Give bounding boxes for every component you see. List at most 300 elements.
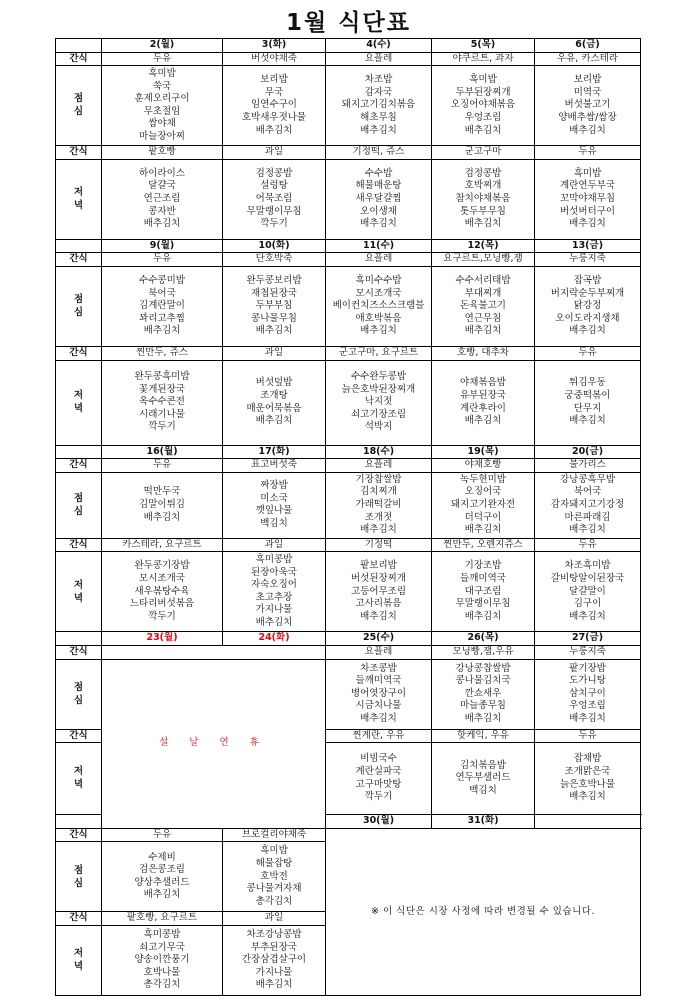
menu-item: 배추김치 [360, 712, 397, 724]
menu-item: 강낭콩흑무밥 [559, 473, 616, 485]
menu-item: 콩나물무침 [251, 312, 297, 324]
menu-item: 달걀국 [148, 180, 176, 192]
lunch-cell [535, 472, 641, 538]
snack-cell: 찐계란, 우유 [326, 729, 432, 743]
menu-item: 우엉조림 [464, 111, 502, 123]
date-row [56, 239, 641, 253]
menu-item: 미소국 [260, 492, 288, 504]
menu-item: 깻잎나물 [255, 505, 293, 517]
snack-cell: 누룽지죽 [535, 253, 641, 267]
meal-label-dinner [56, 925, 102, 995]
menu-item: 배추김치 [464, 415, 502, 427]
lunch-row [56, 66, 641, 146]
dinner-cell [432, 159, 535, 239]
lunch-cell [223, 472, 326, 538]
snack-cell: 두유 [102, 253, 223, 267]
snack-cell: 두유 [102, 459, 223, 473]
snack-cell: 표고버섯죽 [223, 459, 326, 473]
menu-item: 호박새우젓나물 [241, 111, 307, 123]
lunch-cell [102, 266, 223, 346]
menu-item: 오징어야채볶음 [450, 99, 516, 111]
snack-cell: 찐만두, 오렌지쥬스 [432, 538, 535, 552]
menu-item: 짜장밥 [260, 480, 288, 492]
menu-item: 배추김치 [143, 511, 181, 523]
snack-cell: 군고구마, 요구르트 [326, 346, 432, 360]
meal-label-text: 저녁 [73, 579, 84, 604]
snack-row [56, 538, 641, 552]
menu-item: 버지락순두부찌개 [550, 287, 625, 299]
menu-item: 총각김치 [255, 895, 293, 907]
menu-item: 꽈리고추찜 [139, 312, 185, 324]
menu-item: 검은콩조림 [139, 864, 185, 876]
menu-item: 배추김치 [255, 415, 293, 427]
menu-item: 쇠고기무국 [139, 941, 185, 953]
menu-item: 감자돼지고기강정 [550, 498, 625, 510]
menu-item: 호박찌개 [464, 180, 502, 192]
dinner-cell [535, 159, 641, 239]
date-cell: 26(목) [432, 632, 535, 646]
meal-label-text: 점심 [73, 294, 84, 319]
meal-label-snack: 간식 [56, 828, 102, 842]
snack-cell: 요플레 [326, 645, 432, 659]
menu-item: 김계란말이 [139, 300, 185, 312]
menu-item: 수수콩미밥 [139, 274, 185, 286]
dinner-cell [102, 925, 223, 995]
snack-cell: 단호박죽 [223, 253, 326, 267]
menu-item: 대구조림 [464, 585, 502, 597]
dinner-cell [223, 925, 326, 995]
meal-label-snack: 간식 [56, 52, 102, 66]
snack-cell: 과일 [223, 912, 326, 926]
menu-item: 갈비탕알이된장국 [550, 572, 625, 584]
menu-item: 돼지고기김치볶음 [341, 99, 416, 111]
lunch-row [56, 659, 641, 729]
menu-item: 완두콩흑미밥 [134, 371, 190, 383]
menu-item: 마늘종무침 [460, 700, 506, 712]
menu-item: 배추김치 [360, 610, 397, 622]
lunch-cell [102, 842, 223, 912]
snack-row [56, 146, 641, 160]
menu-item: 석박지 [364, 421, 393, 433]
menu-item: 흑미수수밥 [355, 274, 402, 286]
dinner-cell [432, 360, 535, 445]
menu-item: 야채볶음밥 [460, 377, 506, 389]
lunch-cell [432, 659, 535, 729]
menu-item: 배추김치 [569, 218, 606, 230]
date-cell: 17(화) [223, 445, 326, 459]
date-cell: 18(수) [326, 445, 432, 459]
snack-cell: 두유 [535, 538, 641, 552]
lunch-cell [326, 472, 432, 538]
menu-item: 비빔국수 [360, 753, 397, 765]
meal-label-text: 저녁 [73, 766, 84, 791]
dinner-cell [432, 552, 535, 632]
date-cell: 13(금) [535, 239, 641, 253]
date-cell: 3(화) [223, 39, 326, 53]
page-title: 1월 식단표 [286, 10, 411, 36]
snack-cell: 모닝빵,잼,우유 [432, 645, 535, 659]
menu-item: 버섯덮밥 [255, 377, 293, 389]
menu-item: 모시조개국 [355, 287, 402, 299]
snack-cell: 누룽지죽 [535, 645, 641, 659]
menu-item: 무국 [264, 86, 284, 98]
date-cell: 4(수) [326, 39, 432, 53]
menu-item: 팥보리밥 [360, 560, 397, 572]
meal-label-snack: 간식 [56, 538, 102, 552]
date-cell: 20(금) [535, 445, 641, 459]
snack-cell: 요플레 [326, 459, 432, 473]
menu-item: 흑미콩밥 [255, 554, 293, 566]
snack-cell: 두유 [535, 729, 641, 743]
menu-item: 깐쇼새우 [464, 687, 502, 699]
menu-item: 가지나물 [255, 604, 293, 616]
snack-cell: 우유, 카스테라 [535, 52, 641, 66]
snack-cell: 군고구마 [432, 146, 535, 160]
dinner-row [56, 159, 641, 239]
menu-item: 버섯불고기 [564, 99, 611, 111]
lunch-cell [223, 842, 326, 912]
menu-item: 배추김치 [255, 124, 293, 136]
menu-item: 무초절임 [143, 105, 181, 117]
snack-cell: 팥호빵 [102, 146, 223, 160]
menu-item: 북어국 [148, 287, 176, 299]
date-row [56, 445, 641, 459]
menu-item: 배추김치 [255, 325, 293, 337]
menu-item: 된장아욱국 [251, 566, 297, 578]
holiday-cell: 설 날 연 휴 [102, 659, 326, 828]
menu-item: 깍두기 [148, 421, 176, 433]
date-row-corner [56, 632, 102, 646]
snack-cell: 요구르트,모닝빵,잼 [432, 253, 535, 267]
meal-label-lunch [56, 842, 102, 912]
menu-item: 배추김치 [464, 218, 502, 230]
menu-item: 옥수수콘전 [139, 396, 185, 408]
menu-item: 애호박볶음 [355, 312, 402, 324]
date-cell: 16(월) [102, 445, 223, 459]
meal-label-snack: 간식 [56, 459, 102, 473]
meal-label-text: 저녁 [73, 390, 84, 415]
menu-item: 마른파래김 [564, 511, 611, 523]
meal-label-text: 점심 [73, 492, 84, 517]
menu-item: 백김치 [469, 784, 497, 796]
meal-label-snack: 간식 [56, 253, 102, 267]
date-row-corner [56, 815, 102, 829]
meal-label-dinner [56, 743, 102, 815]
menu-item: 시래기나물 [139, 408, 185, 420]
menu-item: 조개탕 [260, 389, 288, 401]
snack-cell: 찐만두, 쥬스 [102, 346, 223, 360]
menu-item: 흑미밥 [148, 67, 176, 79]
snack-row [56, 346, 641, 360]
menu-item: 북어국 [573, 486, 602, 498]
menu-item: 오징어국 [464, 486, 502, 498]
dinner-cell [326, 743, 432, 815]
snack-row [56, 459, 641, 473]
menu-item: 배추김치 [464, 610, 502, 622]
date-row-corner [56, 39, 102, 53]
menu-item: 배추김치 [360, 524, 397, 536]
menu-item: 호박전 [260, 870, 288, 882]
menu-item: 떡만두국 [143, 486, 181, 498]
menu-item: 콩자반 [148, 205, 176, 217]
menu-item: 감자국 [364, 86, 393, 98]
menu-item: 마늘장아찌 [139, 130, 185, 142]
menu-item: 배추김치 [255, 617, 293, 629]
dinner-cell [326, 159, 432, 239]
snack-cell: 브로컬리야채죽 [223, 828, 326, 842]
snack-cell: 과일 [223, 346, 326, 360]
menu-item: 미역국 [573, 86, 602, 98]
menu-item: 해초무침 [360, 111, 397, 123]
menu-note: ※ 이 식단은 시장 사정에 따라 변경될 수 있습니다. [326, 828, 641, 995]
menu-item: 계란연두부국 [559, 180, 616, 192]
menu-item: 배추김치 [255, 979, 293, 991]
menu-item: 들깨미역국 [355, 675, 402, 687]
menu-item: 달걀말이 [569, 585, 606, 597]
menu-item: 버섯버터구이 [559, 205, 616, 217]
menu-item: 강낭콩찹쌀밥 [455, 662, 511, 674]
menu-item: 배추김치 [143, 889, 181, 901]
meal-label-snack: 간식 [56, 346, 102, 360]
snack-cell: 요플레 [326, 253, 432, 267]
snack-cell: 기정떡 [326, 538, 432, 552]
menu-item: 하이라이스 [139, 167, 185, 179]
snack-cell: 요플레 [326, 52, 432, 66]
menu-item: 김치볶음밥 [460, 759, 506, 771]
menu-item: 잡곡밥 [573, 274, 602, 286]
menu-item: 깍두기 [148, 610, 176, 622]
menu-item: 배추김치 [569, 791, 606, 803]
lunch-cell [326, 659, 432, 729]
snack-row [56, 52, 641, 66]
menu-item: 배추김치 [360, 325, 397, 337]
dinner-row [56, 360, 641, 445]
date-row-corner [56, 445, 102, 459]
snack-cell: 두유 [535, 146, 641, 160]
date-cell: 27(금) [535, 632, 641, 646]
menu-item: 연근무침 [464, 312, 502, 324]
menu-item: 김구이 [573, 598, 602, 610]
snack-cell: 카스테라, 요구르트 [102, 538, 223, 552]
meal-label-text: 점심 [73, 93, 84, 118]
menu-item: 배추김치 [143, 325, 181, 337]
menu-item: 톳두부무침 [460, 205, 506, 217]
menu-item: 쑥국 [152, 80, 172, 92]
meal-label-lunch [56, 266, 102, 346]
menu-item: 흑미밥 [469, 74, 497, 86]
dinner-cell [102, 360, 223, 445]
menu-item: 병어엿장구이 [350, 687, 407, 699]
menu-item: 백김치 [260, 517, 288, 529]
menu-item: 낙지젓 [364, 396, 393, 408]
menu-item: 자숙오징어 [251, 579, 297, 591]
menu-item: 연두부샐러드 [455, 772, 511, 784]
dinner-cell [535, 360, 641, 445]
date-row [56, 632, 641, 646]
menu-item: 배추김치 [569, 524, 606, 536]
dinner-cell [432, 743, 535, 815]
snack-cell: 호빵, 대추차 [432, 346, 535, 360]
menu-item: 양송이깐풍기 [134, 954, 190, 966]
menu-item: 검정콩밥 [255, 167, 293, 179]
lunch-cell [326, 66, 432, 146]
lunch-cell [432, 472, 535, 538]
menu-item: 콩나물겨자채 [246, 883, 302, 895]
empty-cell [535, 815, 641, 829]
menu-item: 도가니탕 [569, 675, 606, 687]
snack-row [56, 828, 641, 842]
lunch-row [56, 266, 641, 346]
snack-cell: 과일 [223, 538, 326, 552]
menu-item: 베이컨치즈소스크램블 [332, 300, 425, 312]
menu-item: 콩나물김치국 [455, 675, 511, 687]
menu-item: 시금치나물 [355, 700, 402, 712]
menu-item: 설렁탕 [260, 180, 288, 192]
date-cell: 11(수) [326, 239, 432, 253]
menu-item: 보리밥 [260, 74, 288, 86]
menu-item: 깍두기 [260, 218, 288, 230]
menu-item: 쇠고기장조림 [350, 408, 407, 420]
dinner-row [56, 552, 641, 632]
menu-item: 두부부침 [255, 300, 293, 312]
meal-label-dinner [56, 552, 102, 632]
menu-item: 유부된장국 [460, 389, 506, 401]
dinner-cell [535, 743, 641, 815]
menu-item: 해물잡탕 [255, 857, 293, 869]
holiday-blank [102, 645, 326, 659]
menu-item: 꽃게된장국 [139, 383, 185, 395]
lunch-cell [223, 66, 326, 146]
menu-item: 새우달걀찜 [355, 192, 402, 204]
menu-item: 매운어묵볶음 [246, 402, 302, 414]
menu-item: 수수서리태밥 [455, 274, 511, 286]
meal-label-dinner [56, 159, 102, 239]
lunch-cell [326, 266, 432, 346]
lunch-cell [223, 266, 326, 346]
menu-item: 조개맑은국 [564, 766, 611, 778]
date-cell: 9(월) [102, 239, 223, 253]
menu-item: 훈제오리구이 [134, 93, 190, 105]
date-row [56, 39, 641, 53]
menu-item: 배추김치 [569, 124, 606, 136]
meal-label-lunch [56, 66, 102, 146]
meal-label-text: 점심 [73, 681, 84, 706]
menu-item: 김치찌개 [360, 486, 397, 498]
lunch-cell [535, 659, 641, 729]
menu-item: 오이생채 [360, 205, 397, 217]
snack-cell: 불가리스 [535, 459, 641, 473]
snack-cell: 팥호빵, 요구르트 [102, 912, 223, 926]
snack-cell: 핫케익, 우유 [432, 729, 535, 743]
date-cell-holiday: 23(월) [102, 632, 223, 646]
menu-item: 배추김치 [569, 712, 606, 724]
meal-label-lunch [56, 659, 102, 729]
menu-item: 김말이튀김 [139, 498, 185, 510]
menu-item: 계란실파국 [355, 766, 402, 778]
menu-item: 완두콩기장밥 [134, 560, 190, 572]
meal-label-text: 저녁 [73, 186, 84, 211]
meal-label-snack: 간식 [56, 912, 102, 926]
snack-cell: 과일 [223, 146, 326, 160]
date-cell: 12(목) [432, 239, 535, 253]
menu-item: 잡채밥 [573, 753, 602, 765]
date-row-corner [56, 239, 102, 253]
menu-item: 새우볶탕수육 [134, 585, 190, 597]
menu-item: 기장찹쌀밥 [355, 473, 402, 485]
snack-row [56, 645, 641, 659]
lunch-cell [102, 472, 223, 538]
menu-item: 차조흑미밥 [564, 560, 611, 572]
meal-label-text: 저녁 [73, 948, 84, 973]
dinner-cell [102, 552, 223, 632]
menu-item: 배추김치 [569, 325, 606, 337]
menu-item: 수수밥 [364, 167, 393, 179]
menu-item: 닭강정 [573, 300, 602, 312]
menu-item: 두부된장찌개 [455, 86, 511, 98]
menu-item: 궁중떡볶이 [564, 389, 611, 401]
dinner-cell [326, 360, 432, 445]
menu-table [55, 38, 641, 996]
menu-item: 차조콩밥 [360, 662, 397, 674]
lunch-cell [535, 266, 641, 346]
lunch-row [56, 472, 641, 538]
menu-item: 흑미콩밥 [143, 928, 181, 940]
menu-item: 초고추장 [255, 591, 293, 603]
menu-item: 꼬막야채무침 [559, 192, 616, 204]
snack-row [56, 253, 641, 267]
meal-label-dinner [56, 360, 102, 445]
date-cell: 2(월) [102, 39, 223, 53]
menu-item: 배추김치 [569, 415, 606, 427]
menu-item: 삼치구이 [569, 687, 606, 699]
dinner-cell [326, 552, 432, 632]
menu-item: 팥기장밥 [569, 662, 606, 674]
dinner-cell [535, 552, 641, 632]
menu-item: 어묵조림 [255, 192, 293, 204]
date-cell: 31(화) [432, 815, 535, 829]
menu-item: 오이도라지생채 [555, 312, 620, 324]
menu-item: 임연수구이 [251, 99, 297, 111]
menu-item: 배추김치 [464, 712, 502, 724]
menu-item: 가지나물 [255, 966, 293, 978]
dinner-cell [102, 159, 223, 239]
snack-cell: 두유 [102, 828, 223, 842]
meal-label-text: 점심 [73, 864, 84, 889]
menu-item: 흑미밥 [573, 167, 602, 179]
menu-item: 호박나물 [143, 966, 181, 978]
lunch-cell [102, 66, 223, 146]
menu-item: 차조밥 [364, 74, 393, 86]
menu-item: 배추김치 [464, 325, 502, 337]
menu-item: 수제비 [148, 851, 176, 863]
date-cell: 10(화) [223, 239, 326, 253]
menu-item: 배추김치 [360, 218, 397, 230]
menu-item: 무말랭이무침 [246, 205, 302, 217]
meal-label-snack: 간식 [56, 146, 102, 160]
menu-item: 양배추쌈/쌈장 [558, 111, 617, 123]
meal-label-lunch [56, 472, 102, 538]
menu-item: 수수완두콩밥 [350, 371, 407, 383]
menu-item: 더덕구이 [464, 511, 502, 523]
menu-item: 배추김치 [360, 124, 397, 136]
snack-cell: 두유 [535, 346, 641, 360]
menu-item: 배추김치 [143, 218, 181, 230]
menu-item: 완두콩보리밥 [246, 274, 302, 286]
snack-cell: 기정떡, 쥬스 [326, 146, 432, 160]
dinner-cell [223, 552, 326, 632]
menu-item: 양상추샐러드 [134, 876, 190, 888]
menu-item: 차조강낭콩밥 [246, 928, 302, 940]
